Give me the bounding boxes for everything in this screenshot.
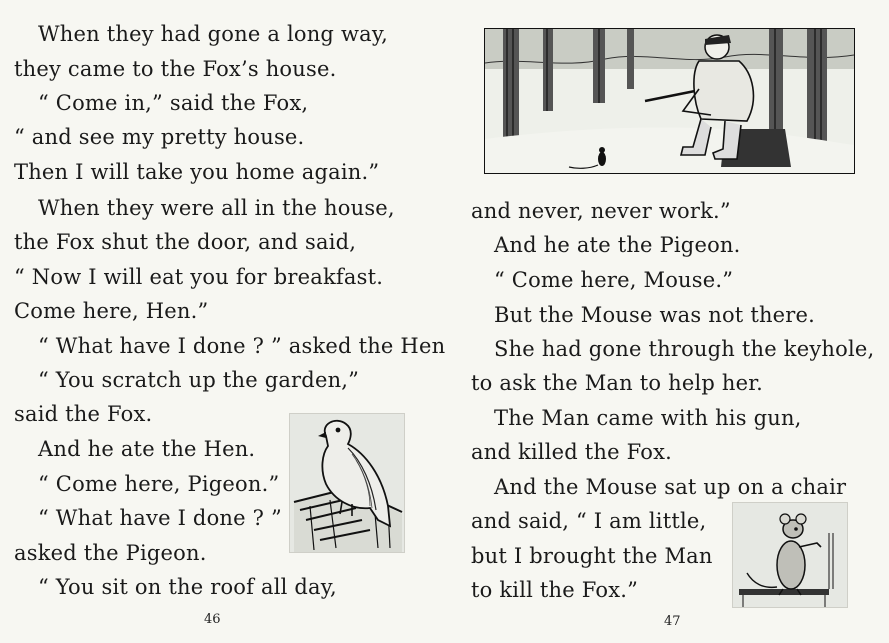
text-line: “ Come here, Mouse.” [494,268,734,292]
page-number: 46 [204,612,221,627]
text-line: and said, “ I am little, [471,509,707,533]
text-line: When they were all in the house, [38,196,395,220]
text-line: She had gone through the keyhole, [494,337,875,361]
text-line: “ Come here, Pigeon.” [38,472,280,496]
text-line: And the Mouse sat up on a chair [494,475,847,499]
text-line: and never, never work.” [471,199,731,223]
text-line: the Fox shut the door, and said, [14,230,357,254]
right-page [444,0,889,643]
text-line: said the Fox. [14,402,153,426]
man-with-mouse-in-woods-icon [485,29,854,173]
text-line: to ask the Man to help her. [471,371,764,395]
text-line: “ Now I will eat you for breakfast. [14,265,384,289]
text-line: “ What have I done ? ” asked the Hen [38,334,446,358]
text-line: But the Mouse was not there. [494,303,816,327]
text-line: “ Come in,” said the Fox, [38,91,309,115]
text-line: Come here, Hen.” [14,299,209,323]
left-page [0,0,444,643]
text-line: When they had gone a long way, [38,22,388,46]
text-line: Then I will take you home again.” [14,160,380,184]
text-line: And he ate the Hen. [38,437,256,461]
mouse-sitting-up-icon [733,503,847,607]
text-line: and killed the Fox. [471,440,673,464]
mouse-illustration [732,502,848,608]
text-line: “ You sit on the roof all day, [38,575,337,599]
pigeon-illustration [289,413,405,553]
text-line: “ You scratch up the garden,” [38,368,360,392]
man-in-woods-illustration [484,28,855,174]
text-line: “ What have I done ? ” [38,506,282,530]
text-line: The Man came with his gun, [494,406,802,430]
page-number: 47 [664,614,681,629]
text-line: asked the Pigeon. [14,541,207,565]
pigeon-on-roof-icon [290,414,404,552]
text-line: they came to the Fox’s house. [14,57,337,81]
text-line: to kill the Fox.” [471,578,639,602]
text-line: And he ate the Pigeon. [494,233,741,257]
text-line: but I brought the Man [471,544,713,568]
text-line: “ and see my pretty house. [14,125,305,149]
